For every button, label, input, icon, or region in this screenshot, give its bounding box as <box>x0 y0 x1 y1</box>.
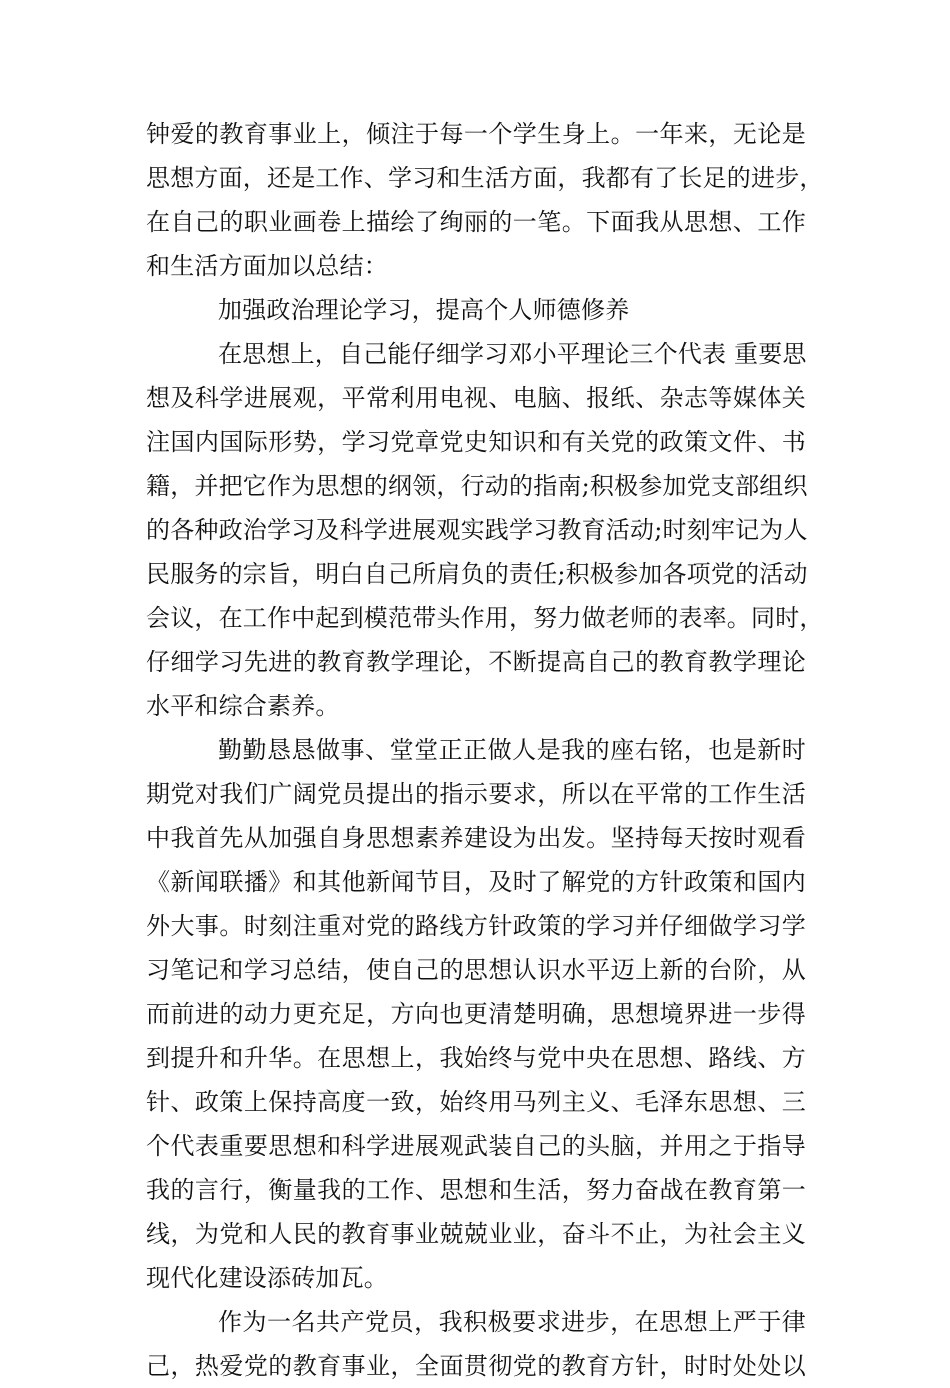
text-line: 我的言行，衡量我的工作、思想和生活，努力奋战在教育第一 <box>146 1176 806 1204</box>
text-line: 《新闻联播》和其他新闻节目，及时了解党的方针政策和国内 <box>146 868 806 896</box>
text-line: 的各种政治学习及科学进展观实践学习教育活动;时刻牢记为人 <box>146 516 808 544</box>
text-line: 外大事。时刻注重对党的路线方针政策的学习并仔细做学习学 <box>146 912 806 940</box>
text-line: 期党对我们广阔党员提出的指示要求，所以在平常的工作生活 <box>146 780 806 808</box>
document-page <box>146 112 824 1388</box>
text-line: 作为一名共产党员，我积极要求进步，在思想上严于律 <box>218 1308 806 1336</box>
text-line: 想及科学进展观，平常利用电视、电脑、报纸、杂志等媒体关 <box>146 384 806 412</box>
text-line: 在自己的职业画卷上描绘了绚丽的一笔。下面我从思想、工作 <box>146 208 806 236</box>
text-line: 注国内国际形势，学习党章党史知识和有关党的政策文件、书 <box>146 428 806 456</box>
text-line: 加强政治理论学习，提高个人师德修养 <box>218 296 630 324</box>
text-line: 水平和综合素养。 <box>146 692 340 720</box>
text-line: 钟爱的教育事业上，倾注于每一个学生身上。一年来，无论是 <box>146 120 806 148</box>
text-line: 中我首先从加强自身思想素养建设为出发。坚持每天按时观看 <box>146 824 806 852</box>
text-line: 针、政策上保持高度一致，始终用马列主义、毛泽东思想、三 <box>146 1088 806 1116</box>
text-line: 而前进的动力更充足，方向也更清楚明确，思想境界进一步得 <box>146 1000 806 1028</box>
text-line: 习笔记和学习总结，使自己的思想认识水平迈上新的台阶，从 <box>146 956 806 984</box>
text-line: 会议，在工作中起到模范带头作用，努力做老师的表率。同时， <box>146 604 824 632</box>
text-line: 勤勤恳恳做事、堂堂正正做人是我的座右铭，也是新时 <box>218 736 806 764</box>
text-line: 和生活方面加以总结： <box>146 252 388 280</box>
text-line: 籍，并把它作为思想的纲领，行动的指南;积极参加党支部组织 <box>146 472 808 500</box>
text-line: 思想方面，还是工作、学习和生活方面，我都有了长足的进步， <box>146 164 824 192</box>
text-line: 己，热爱党的教育事业，全面贯彻党的教育方针，时时处处以 <box>146 1352 806 1380</box>
text-line: 个代表重要思想和科学进展观武装自己的头脑，并用之于指导 <box>146 1132 806 1160</box>
text-line: 在思想上，自己能仔细学习邓小平理论三个代表 重要思 <box>218 340 807 368</box>
text-line: 到提升和升华。在思想上，我始终与党中央在思想、路线、方 <box>146 1044 806 1072</box>
text-line: 仔细学习先进的教育教学理论，不断提高自己的教育教学理论 <box>146 648 806 676</box>
text-line: 民服务的宗旨，明白自己所肩负的责任;积极参加各项党的活动 <box>146 560 808 588</box>
text-line: 现代化建设添砖加瓦。 <box>146 1264 388 1292</box>
text-line: 线，为党和人民的教育事业兢兢业业，奋斗不止，为社会主义 <box>146 1220 806 1248</box>
